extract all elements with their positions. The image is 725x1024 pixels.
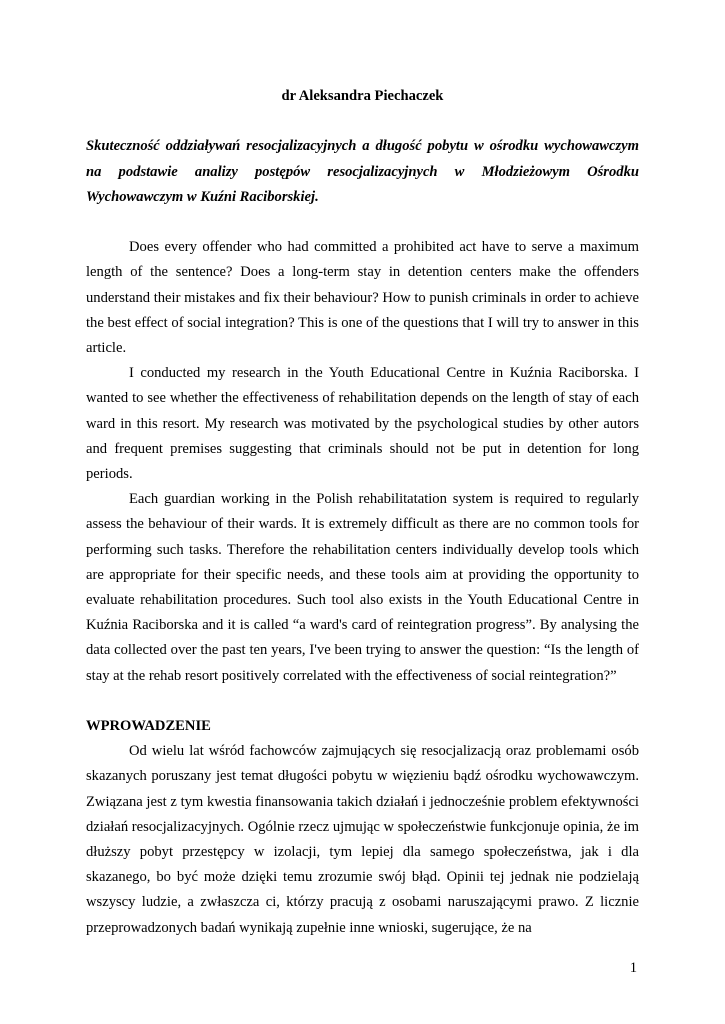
abstract-paragraph-2: I conducted my research in the Youth Educational Centre in Kuźnia Raciborska. I wanted to see whether the effectiveness of rehabilitation depends on the length of stay of each ward in this resort. My research was motivated by the psychological studies by other autors and frequent premises suggesting that criminals should not be put in detention for long periods.: [86, 365, 639, 483]
intro-paragraph: Od wielu lat wśród fachowców zajmujących się resocjalizacją oraz problemami osób skazanych poruszany jest temat długości pobytu w więzieniu bądź ośrodku wychowawczym. Związana jest z tym kwestia finansowania takich działań i jednocześnie problem efektywności działań resocjalizacyjnych. Ogólnie rzecz ujmując w społeczeństwie funkcjonuje opinia, że im dłuższy pobyt przestępcy w izolacji, tym lepiej dla samego społeczeństwa, jak i dla skazanego, bo być może dzięki temu zrozumie swój błąd. Opinii tej jednak nie podzielają wszyscy ludzie, a zwłaszcza ci, którzy pracują z osobami naruszającymi prawo. Z licznie przeprowadzonych badań wynikają zupełnie inne wnioski, sugerujące, że na: [86, 743, 639, 936]
author-name: dr Aleksandra Piechaczek: [281, 88, 444, 104]
abstract-paragraph-1: Does every offender who had committed a prohibited act have to serve a maximum length of the sentence? Does a long-term stay in detention centers make the offenders understand their mistakes and fix their behaviour? How to punish criminals in order to achieve the best effect of social integration? This is one of the questions that I will try to answer in this article.: [86, 239, 639, 356]
section-heading: WPROWADZENIE: [86, 718, 211, 735]
page-number: 1: [629, 960, 637, 976]
document-page: [86, 84, 639, 941]
document-title: Skuteczność oddziaływań resocjalizacyjnych a długość pobytu w ośrodku wychowawczym na podstawie analizy postępów resocjalizacyjnych w Młodzieżowym Ośrodku Wychowawczym w Kuźni Raciborskiej.: [86, 138, 639, 205]
abstract-paragraph-3: Each guardian working in the Polish rehabilitatation system is required to regularly assess the behaviour of their wards. It is extremely difficult as there are no common tools for performing such tasks. Therefore the rehabilitation centers individually develop tools which are appropriate for their specific needs, and these tools aim at providing the opportunity to evaluate rehabilitation procedures. Such tool also exists in the Youth Educational Centre in Kuźnia Raciborska and it is called “a ward's card of reintegration progress”. By analysing the data collected over the past ten years, I've been trying to answer the question: “Is the length of stay at the rehab resort positively correlated with the effectiveness of social reintegration?”: [86, 491, 639, 684]
